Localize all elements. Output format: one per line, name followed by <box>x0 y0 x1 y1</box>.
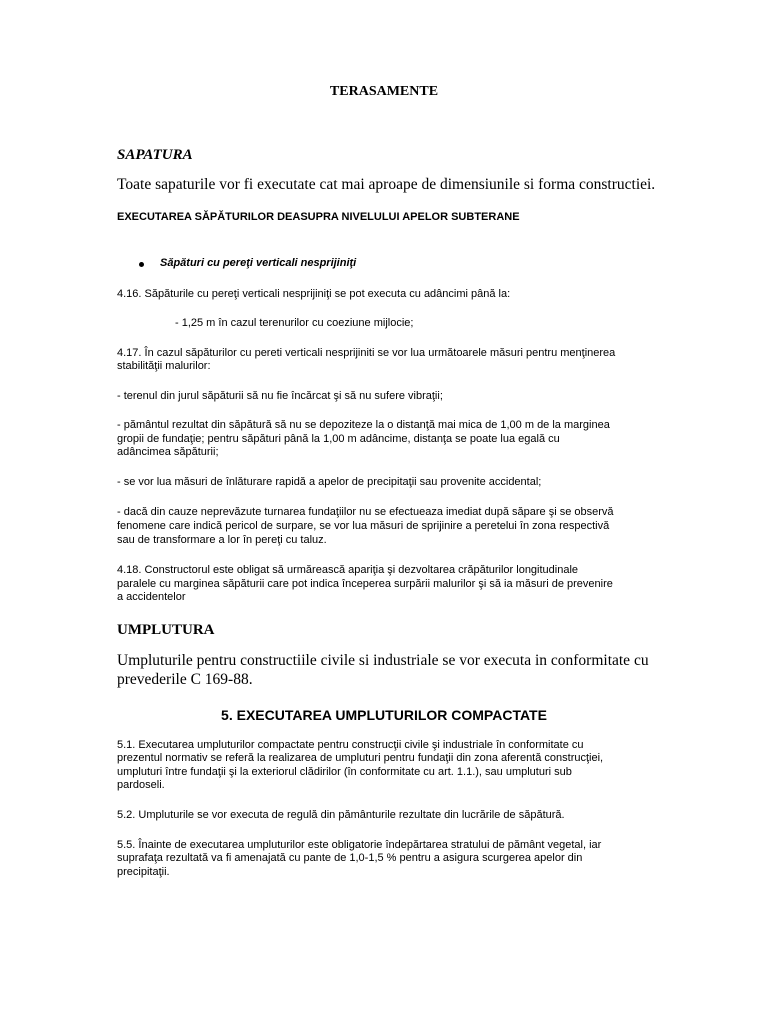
paragraph-dash-4-line2: fenomene care indică pericol de surpare, se vor lua măsuri de sprijinire a peretelui în zona respectivă <box>117 520 610 532</box>
section-heading-umplutura: UMPLUTURA <box>117 622 215 638</box>
paragraph-4-18-line1: 4.18. Constructorul este obligat să urmărească apariţia şi dezvoltarea crăpăturilor longitudinale <box>117 564 579 576</box>
paragraph-4-16: 4.16. Săpăturile cu pereţi verticali nesprijiniţi se pot executa cu adâncimi până la: <box>117 288 511 300</box>
paragraph-indent: - 1,25 m în cazul terenurilor cu coeziune mijlocie; <box>175 317 414 329</box>
paragraph-4-18-line2: paralele cu marginea săpăturii care pot indica începerea surpării malurilor şi să ia măsuri de prevenire <box>117 578 613 590</box>
sapatura-intro: Toate sapaturile vor fi executate cat mai aproape de dimensiunile si forma constructiei. <box>117 176 656 193</box>
paragraph-5-5-line3: precipitaţii. <box>117 866 170 878</box>
paragraph-5-1-line3: umpluturi între fundaţii şi la exteriorul clădirilor (în conformitate cu art. 1.1.), sau umpluturi sub <box>117 766 572 778</box>
paragraph-dash-1: - terenul din jurul săpăturii să nu fie încărcat şi să nu sufere vibraţii; <box>117 390 443 402</box>
paragraph-5-1-line1: 5.1. Executarea umpluturilor compactate pentru construcţii civile şi industriale în conformitate cu <box>117 739 584 751</box>
paragraph-5-5-line1: 5.5. Înainte de executarea umpluturilor este obligatorie îndepărtarea stratului de pământ vegetal, iar <box>117 839 602 851</box>
paragraph-5-1-line4: pardoseli. <box>117 779 165 791</box>
paragraph-dash-2-line1: - pământul rezultat din săpătură să nu se depoziteze la o distanţă mai mica de 1,00 m de la marginea <box>117 419 610 431</box>
section-heading-5: 5. EXECUTAREA UMPLUTURILOR COMPACTATE <box>221 707 547 723</box>
bullet-item: Săpături cu pereţi verticali nesprijiniţi <box>160 257 357 269</box>
document-title: TERASAMENTE <box>329 84 439 99</box>
paragraph-5-1-line2: prezentul normativ se referă la realizarea de umpluturi pentru fundaţii din zona aferentă construcţiei, <box>117 752 604 764</box>
paragraph-dash-4-line3: sau de transformare a lor în pereţi cu taluz. <box>117 534 327 546</box>
umplutura-intro-line1: Umpluturile pentru constructiile civile si industriale se vor executa in conformitate cu <box>117 652 649 669</box>
paragraph-dash-4-line1: - dacă din cauze neprevăzute turnarea fundaţiilor nu se efectueaza imediat după săpare şi se observă <box>117 506 614 518</box>
paragraph-4-17-line2: stabilităţii malurilor: <box>117 360 211 372</box>
paragraph-dash-3: - se vor lua măsuri de înlăturare rapidă a apelor de precipitaţii sau provenite accidental; <box>117 476 542 488</box>
paragraph-dash-2-line3: adâncimea săpăturii; <box>117 446 219 458</box>
paragraph-dash-2-line2: gropii de fundaţie; pentru săpături până la 1,00 m adâncime, distanţa se poate lua egală cu <box>117 433 560 445</box>
subheading-excavation: EXECUTAREA SĂPĂTURILOR DEASUPRA NIVELULUI APELOR SUBTERANE <box>117 211 520 223</box>
paragraph-4-17-line1: 4.17. În cazul săpăturilor cu pereti verticali nesprijiniti se vor lua următoarele măsuri pentru menţinerea <box>117 347 616 359</box>
paragraph-5-5-line2: suprafaţa rezultată va fi amenajată cu pante de 1,0-1,5 % pentru a asigura scurgerea apelor din <box>117 852 583 864</box>
paragraph-4-18-line3: a accidentelor <box>117 591 186 603</box>
bullet-icon <box>139 262 144 267</box>
section-heading-sapatura: SAPATURA <box>117 147 193 163</box>
paragraph-5-2: 5.2. Umpluturile se vor executa de regulă din pământurile rezultate din lucrările de săpătură. <box>117 809 565 821</box>
umplutura-intro-line2: prevederile C 169-88. <box>117 671 253 688</box>
